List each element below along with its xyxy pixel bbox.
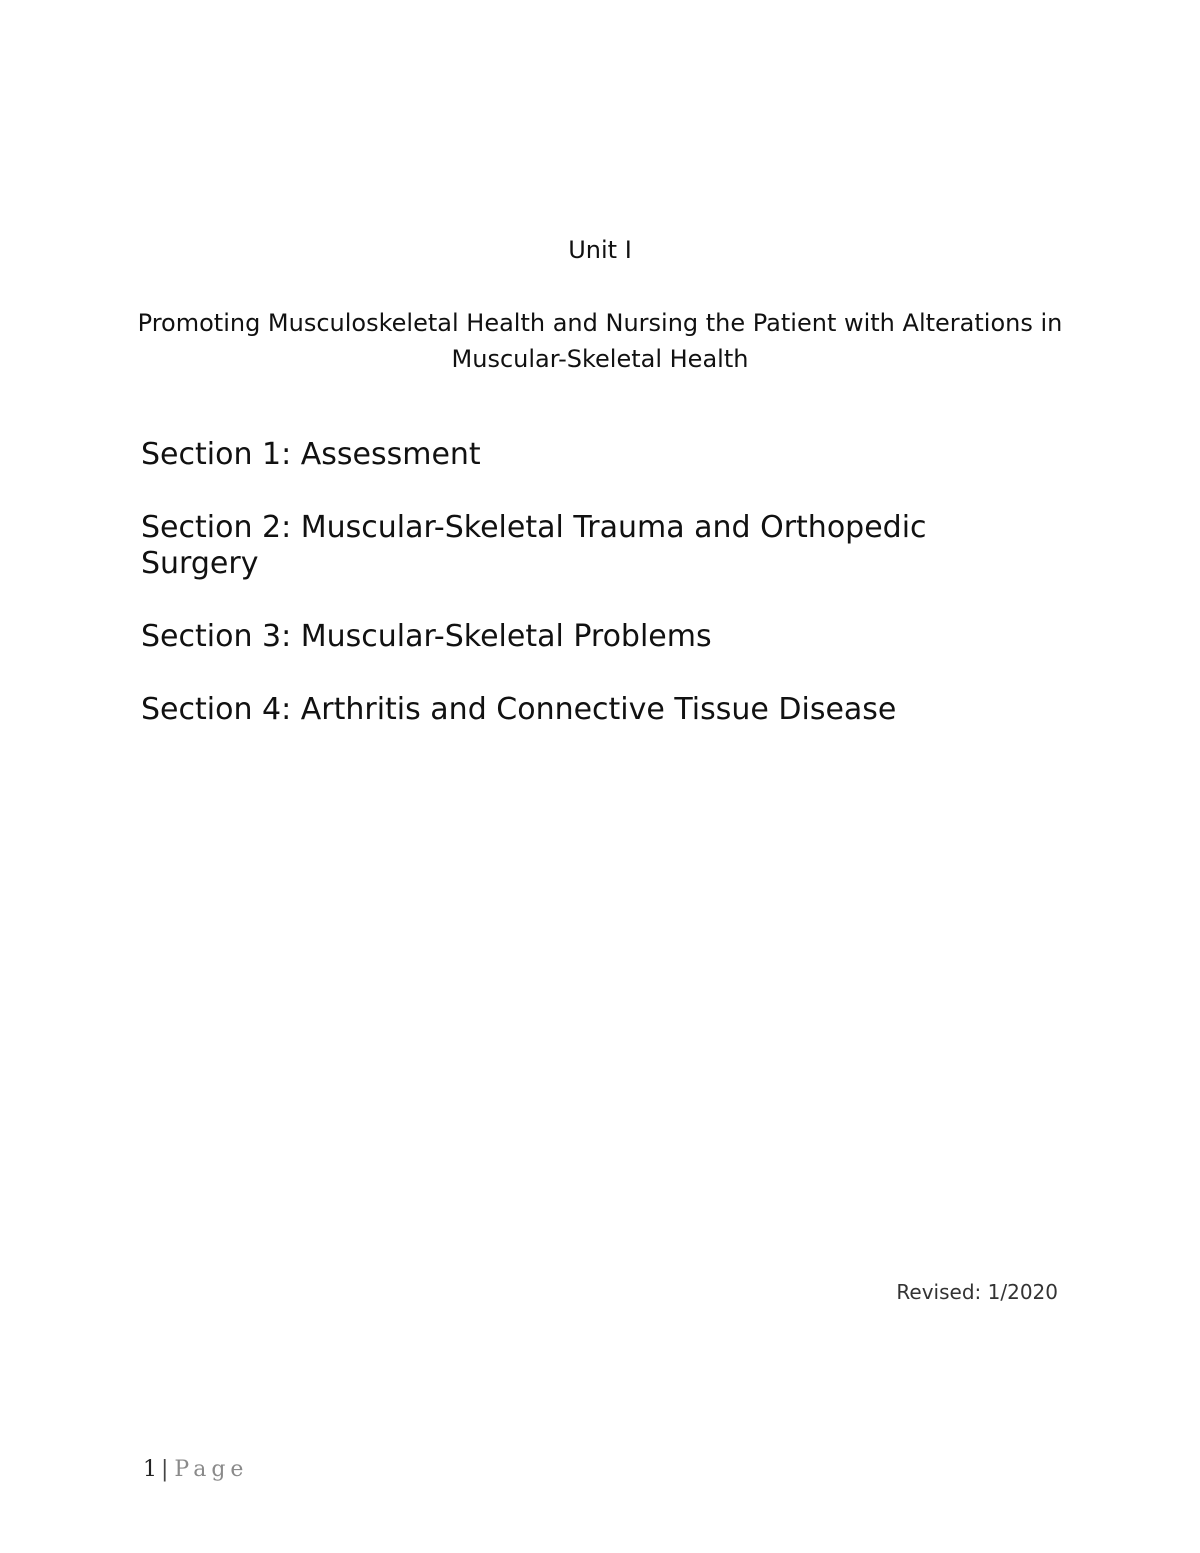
section-item: Section 2: Muscular-Skeletal Trauma and Orthopedic Surgery <box>141 510 927 581</box>
footer-separator: | <box>161 1457 169 1482</box>
page-number: 1 <box>143 1457 157 1482</box>
unit-label: Unit I <box>568 236 632 264</box>
page-word: Page <box>174 1457 249 1482</box>
revision-date: Revised: 1/2020 <box>896 1280 1058 1304</box>
section-item: Section 3: Muscular-Skeletal Problems <box>141 619 712 654</box>
section-item: Section 1: Assessment <box>141 437 481 472</box>
section-list <box>141 437 1041 765</box>
page-footer <box>143 1455 248 1485</box>
section-item: Section 4: Arthritis and Connective Tissue Disease <box>141 692 897 727</box>
unit-title: Promoting Musculoskeletal Health and Nursing the Patient with Alterations in Muscular-Skeletal Health <box>137 309 1063 373</box>
